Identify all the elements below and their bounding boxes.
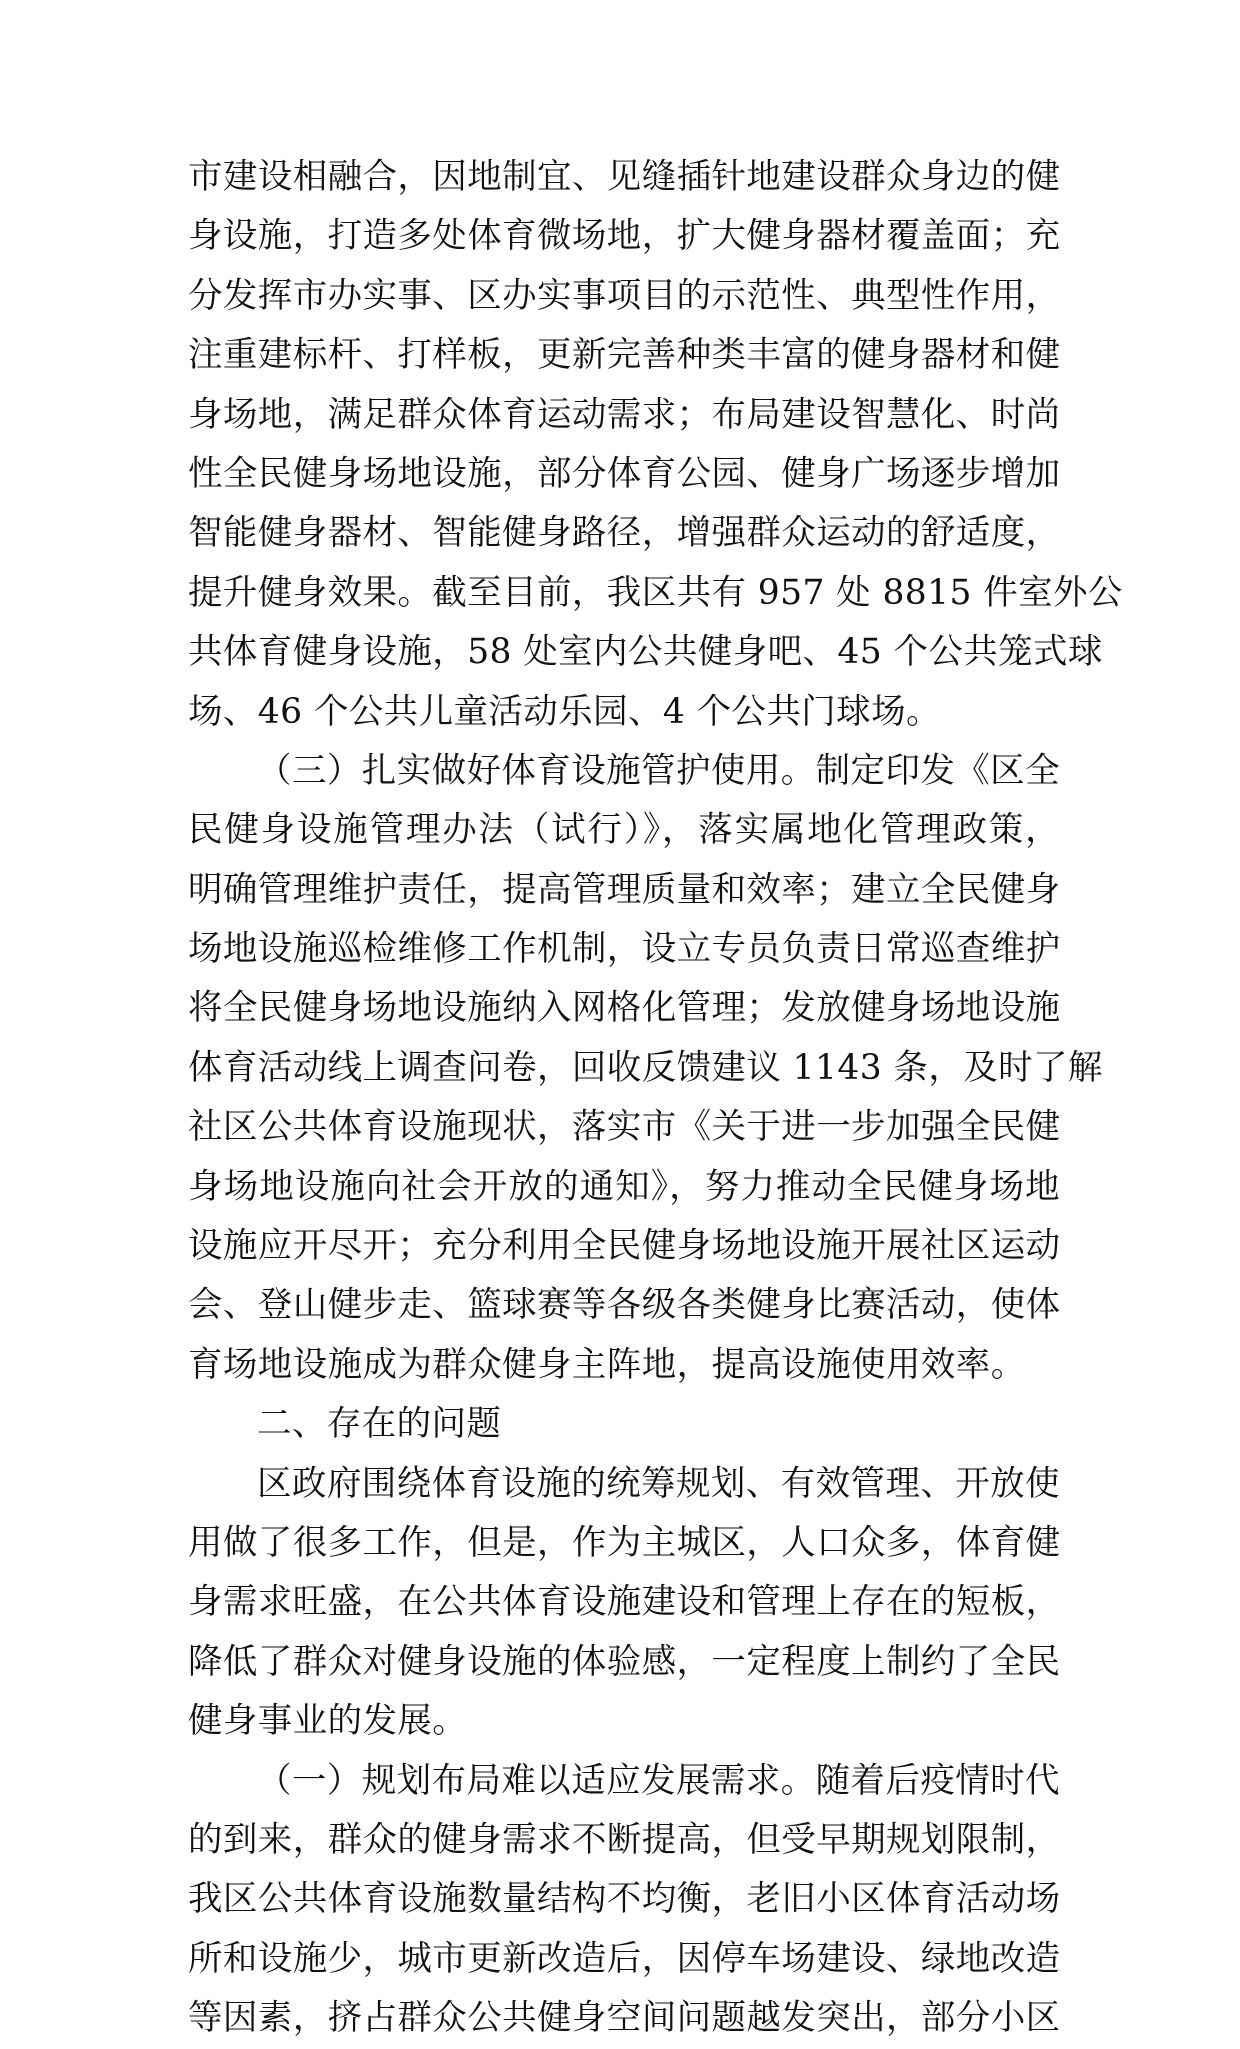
- text-line: 性全民健身场地设施，部分体育公园、健身广场逐步增加: [188, 453, 1061, 494]
- text-line: 设施应开尽开；充分利用全民健身场地设施开展社区运动: [188, 1226, 1061, 1267]
- text-line: 民健身设施管理办法（试行）》，落实属地化管理政策，: [188, 810, 1060, 851]
- text-line: 共体育健身设施，58 处室内公共健身吧、45 个公共笼式球: [188, 632, 1103, 673]
- text-line: 育场地设施成为群众健身主阵地，提高设施使用效率。: [188, 1344, 1026, 1385]
- text-line: 分发挥市办实事、区办实事项目的示范性、典型性作用，: [188, 275, 1061, 316]
- text-line: （一）规划布局难以适应发展需求。随着后疫情时代: [257, 1760, 1060, 1801]
- text-line: 注重建标杆、打样板，更新完善种类丰富的健身器材和健: [188, 335, 1061, 376]
- text-line: 提升健身效果。截至目前，我区共有 957 处 8815 件室外公: [188, 572, 1123, 613]
- text-line: 将全民健身场地设施纳入网格化管理；发放健身场地设施: [188, 988, 1061, 1029]
- text-line: 降低了群众对健身设施的体验感，一定程度上制约了全民: [188, 1641, 1061, 1682]
- text-line: 身场地设施向社会开放的通知》，努力推动全民健身场地: [188, 1166, 1060, 1207]
- text-line: 智能健身器材、智能健身路径，增强群众运动的舒适度，: [188, 513, 1061, 554]
- document-body: [188, 148, 1123, 2049]
- text-line: （三）扎实做好体育设施管护使用。制定印发《区全: [257, 750, 1060, 791]
- section-heading: 二、存在的问题: [257, 1404, 502, 1445]
- text-line: 的到来，群众的健身需求不断提高，但受早期规划限制，: [188, 1819, 1061, 1860]
- text-line: 社区公共体育设施现状，落实市《关于进一步加强全民健: [188, 1107, 1061, 1148]
- text-line: 所和设施少，城市更新改造后，因停车场建设、绿地改造: [188, 1938, 1061, 1979]
- text-line: 身需求旺盛，在公共体育设施建设和管理上存在的短板，: [188, 1582, 1061, 1623]
- text-line: 体育活动线上调查问卷，回收反馈建议 1143 条，及时了解: [188, 1047, 1103, 1088]
- text-line: 场地设施巡检维修工作机制，设立专员负责日常巡查维护: [188, 929, 1061, 970]
- text-line: 明确管理维护责任，提高管理质量和效率；建立全民健身: [188, 869, 1061, 910]
- text-line: 健身事业的发展。: [188, 1701, 468, 1742]
- text-line: 身场地，满足群众体育运动需求；布局建设智慧化、时尚: [188, 394, 1061, 435]
- text-line: 等因素，挤占群众公共健身空间问题越发突出，部分小区: [188, 1998, 1061, 2039]
- text-line: 用做了很多工作，但是，作为主城区，人口众多，体育健: [188, 1522, 1061, 1563]
- text-line: 身设施，打造多处体育微场地，扩大健身器材覆盖面；充: [188, 216, 1061, 257]
- text-line: 场、46 个公共儿童活动乐园、4 个公共门球场。: [188, 691, 941, 732]
- text-line: 区政府围绕体育设施的统筹规划、有效管理、开放使: [257, 1463, 1060, 1504]
- text-line: 市建设相融合，因地制宜、见缝插针地建设群众身边的健: [188, 157, 1061, 197]
- text-line: 我区公共体育设施数量结构不均衡，老旧小区体育活动场: [188, 1879, 1061, 1920]
- text-line: 会、登山健步走、篮球赛等各级各类健身比赛活动，使体: [188, 1285, 1061, 1326]
